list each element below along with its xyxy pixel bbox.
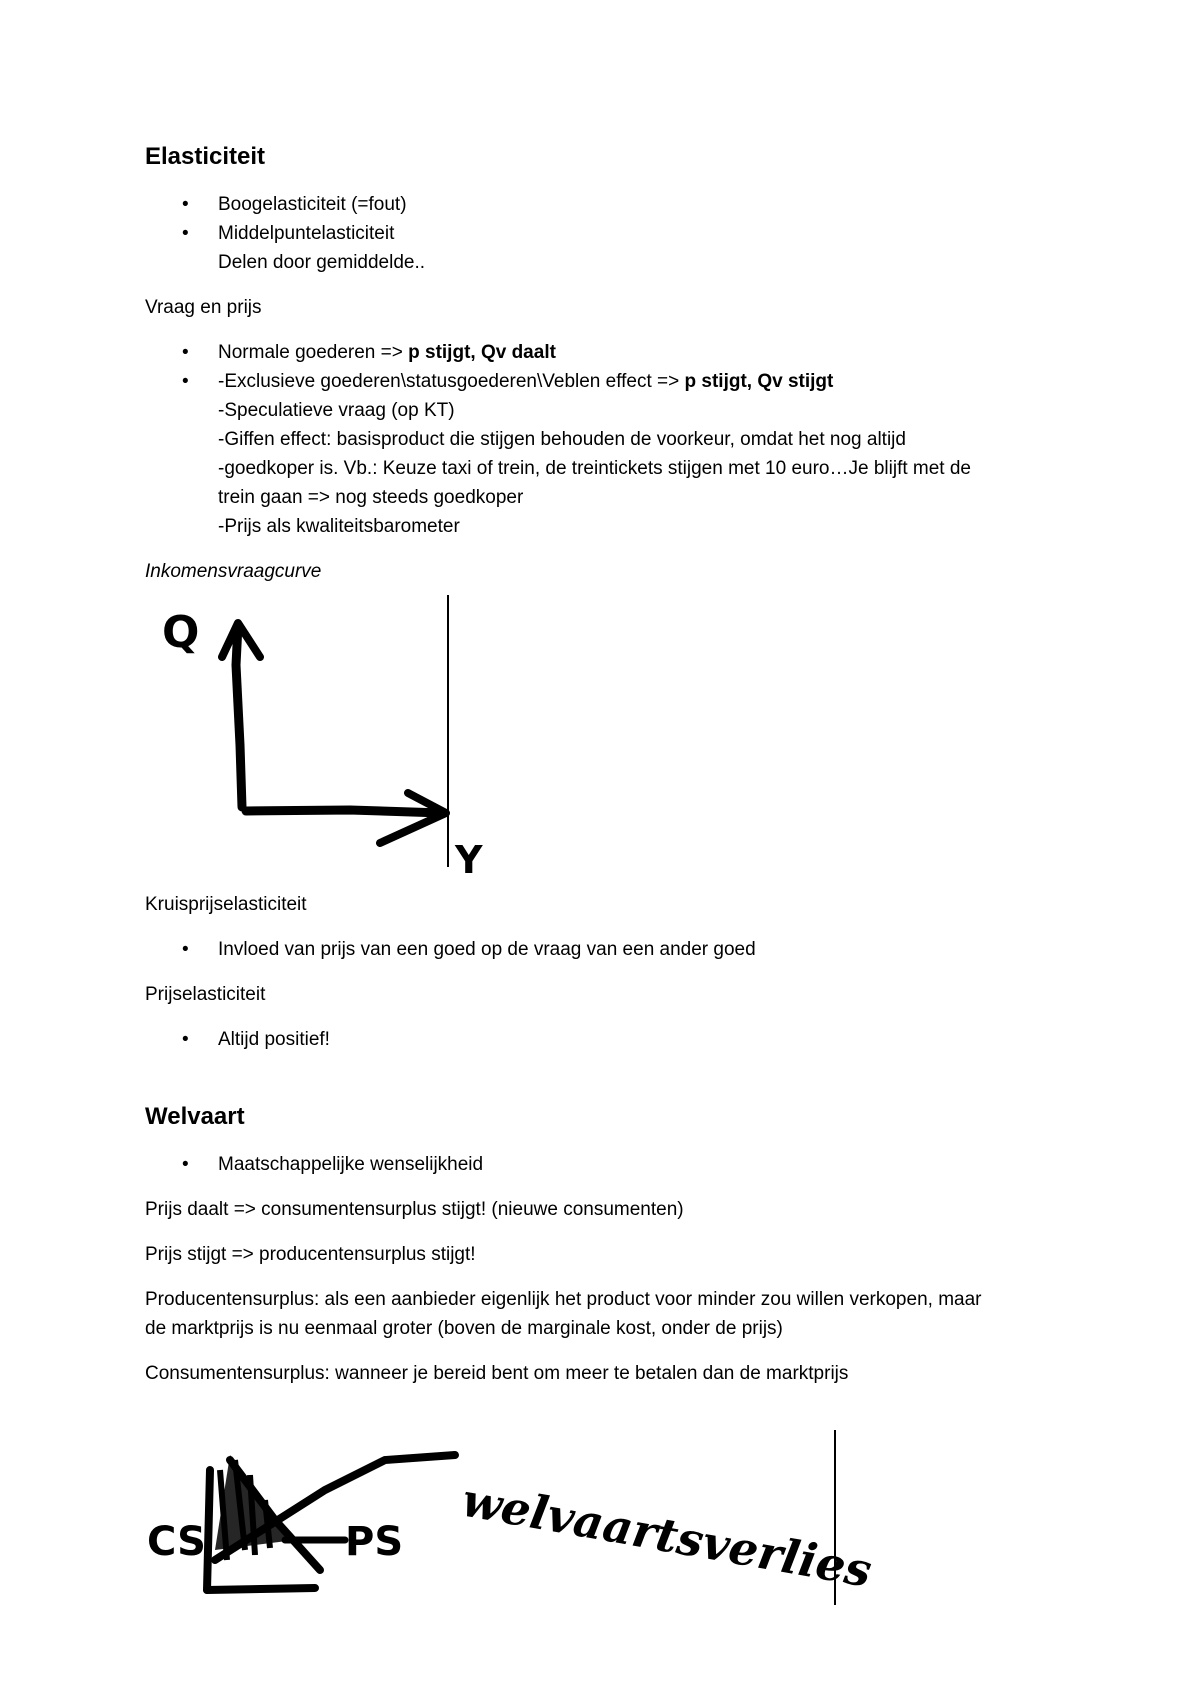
paragraph-consumentensurplus: Consumentensurplus: wanneer je bereid bent om meer te betalen dan de marktprijs [145,1363,849,1384]
list-item: • Middelpuntelasticiteit Delen door gemiddelde.. [145,219,1065,277]
list-item: • Altijd positief! [145,1025,1065,1054]
document-content-lower [145,890,1065,1388]
bullet-icon: • [182,1154,189,1175]
axis-label-q: Q [162,607,200,658]
bullet-icon: • [182,223,189,244]
bullet-icon: • [182,939,189,960]
x-axis-line [246,810,442,813]
list-item: • Invloed van prijs van een goed op de vraag van een ander goed [145,935,1065,964]
list-item: • Normale goederen => p stijgt, Qv daalt [145,338,1065,367]
bullet-icon: • [182,342,189,363]
prijselasticiteit-list [145,1025,1065,1054]
vraag-prijs-list [145,338,1065,541]
kruis-list [145,935,1065,964]
document-content [145,140,1065,586]
paragraph-prijs-stijgt: Prijs stijgt => producentensurplus stijgt! [145,1244,476,1265]
paragraph-producentensurplus: Producentensurplus: als een aanbieder eigenlijk het product voor minder zou willen verkopen, maar de marktprijs is nu eenmaal groter (boven de marginale kost, onder de prijs) [145,1289,982,1339]
cs-label: CS [147,1519,206,1565]
label-kruisprijselasticiteit: Kruisprijselasticiteit [145,894,307,915]
label-inkomensvraagcurve: Inkomensvraagcurve [145,561,322,582]
axis-label-y: Y [455,838,483,880]
welvaartsverlies-word: welvaartsverlies [458,1472,876,1598]
elasticiteit-list [145,190,1065,277]
welvaart-list [145,1150,1065,1179]
bullet-icon: • [182,194,189,215]
label-vraag-en-prijs: Vraag en prijs [145,297,262,318]
sketch-x-axis [207,1588,315,1590]
heading-elasticiteit: Elasticiteit [145,143,266,170]
sketch-y-axis [207,1470,210,1590]
ps-label: PS [345,1519,404,1565]
x-axis-arrowhead [380,793,446,843]
paragraph-prijs-daalt: Prijs daalt => consumentensurplus stijgt! (nieuwe consumenten) [145,1199,684,1220]
list-item: • -Exclusieve goederen\statusgoederen\Veblen effect => p stijgt, Qv stijgt -Speculatieve vraag (op KT) -Giffen effect: basisproduct die stijgen behouden de voorkeur, omdat het nog altijd -goedkoper is. Vb.: Keuze taxi of trein, de treintickets stijgen met 10 euro…Je blijft met de trein gaan => nog steeds goedkoper -Prijs als kwaliteitsbarometer [145,367,1065,541]
y-axis-line [236,625,242,807]
bullet-icon: • [182,1029,189,1050]
welvaartsverlies-sketch [145,1430,945,1610]
inkomensvraagcurve-sketch [150,595,490,880]
heading-welvaart: Welvaart [145,1103,245,1130]
list-item: • Boogelasticiteit (=fout) [145,190,1065,219]
bullet-icon: • [182,371,189,392]
label-prijselasticiteit: Prijselasticiteit [145,984,266,1005]
list-item: • Maatschappelijke wenselijkheid [145,1150,1065,1179]
